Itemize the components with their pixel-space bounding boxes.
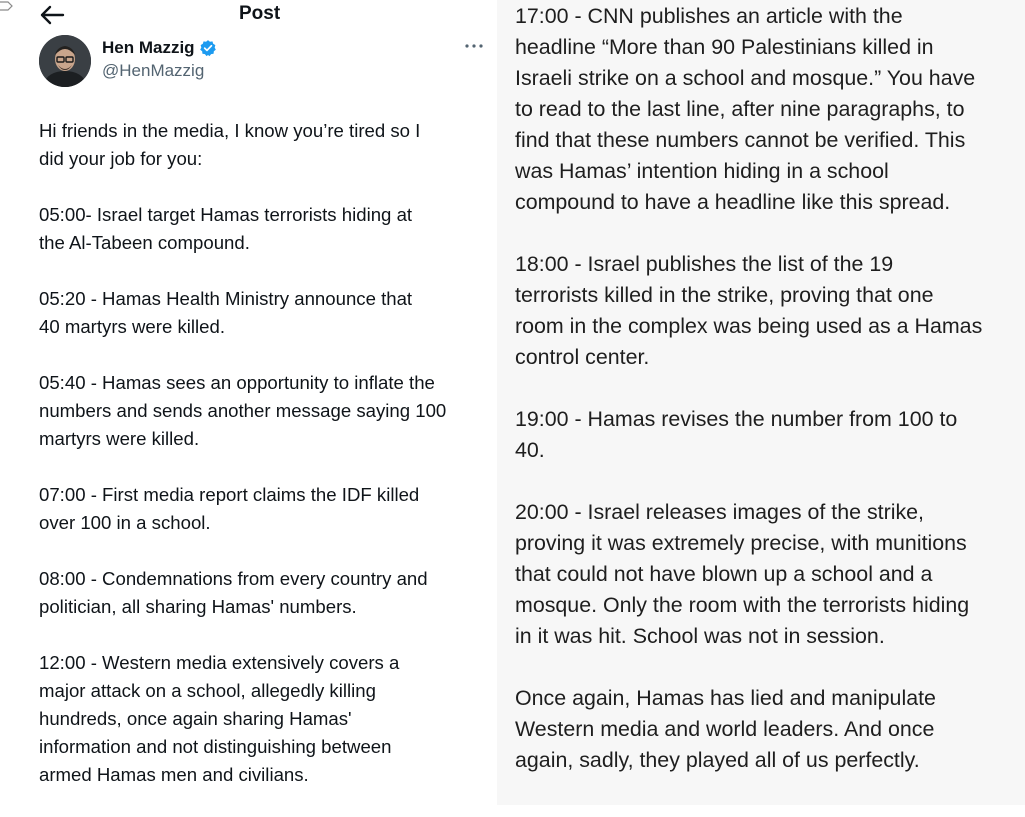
profile-photo-icon [39, 35, 91, 87]
continuation-paragraph: 19:00 - Hamas revises the number from 100 to 40. [515, 407, 958, 462]
page-title: Post [239, 3, 281, 24]
continuation-paragraph: Once again, Hamas has lied and manipulate Western media and world leaders. And once again, sadly, they played all of us perfectly. [515, 686, 936, 772]
continuation-body [515, 1, 1020, 807]
continuation-paragraph: 20:00 - Israel releases images of the strike, proving it was extremely precise, with munitions that could not have blown up a school and a mosque. Only the room with the terrorists hiding in it was hit. School was not in session. [515, 500, 970, 648]
post-paragraph: 12:00 - Western media extensively covers a major attack on a school, allegedly killing hundreds, once again sharing Hamas' information and not distinguishing between armed Hamas men and civilians. [39, 652, 400, 785]
edge-fragment-icon [0, 0, 14, 12]
post-paragraph: 08:00 - Condemnations from every country and politician, all sharing Hamas' numbers. [39, 568, 428, 617]
verified-badge-icon [199, 39, 217, 57]
post-paragraph: 05:20 - Hamas Health Ministry announce that 40 martyrs were killed. [39, 288, 413, 337]
post-paragraph: 05:40 - Hamas sees an opportunity to inflate the numbers and sends another message saying 100 martyrs were killed. [39, 372, 447, 449]
more-options-icon[interactable] [463, 38, 485, 54]
post-paragraph: 05:00- Israel target Hamas terrorists hiding at the Al-Tabeen compound. [39, 204, 413, 253]
post-paragraph: 07:00 - First media report claims the IDF killed over 100 in a school. [39, 484, 420, 533]
post-panel [0, 0, 497, 785]
back-arrow-icon[interactable] [38, 4, 66, 26]
continuation-paragraph: 17:00 - CNN publishes an article with the headline “More than 90 Palestinians killed in Israeli strike on a school and mosque.” You have to read to the last line, after nine paragraphs, to find that these numbers cannot be verified. This was Hamas’ intention hiding in a school compound to have a headline like this spread. [515, 4, 976, 214]
post-body [39, 117, 491, 817]
avatar[interactable] [39, 35, 91, 87]
continuation-paragraph: 18:00 - Israel publishes the list of the 19 terrorists killed in the strike, proving that one room in the complex was being used as a Hamas control center. [515, 252, 983, 369]
post-paragraph: Hi friends in the media, I know you’re tired so I did your job for you: [39, 120, 421, 169]
author-name[interactable]: Hen Mazzig [102, 38, 195, 57]
author-name-row [102, 37, 217, 59]
author-handle[interactable]: @HenMazzig [102, 61, 205, 80]
